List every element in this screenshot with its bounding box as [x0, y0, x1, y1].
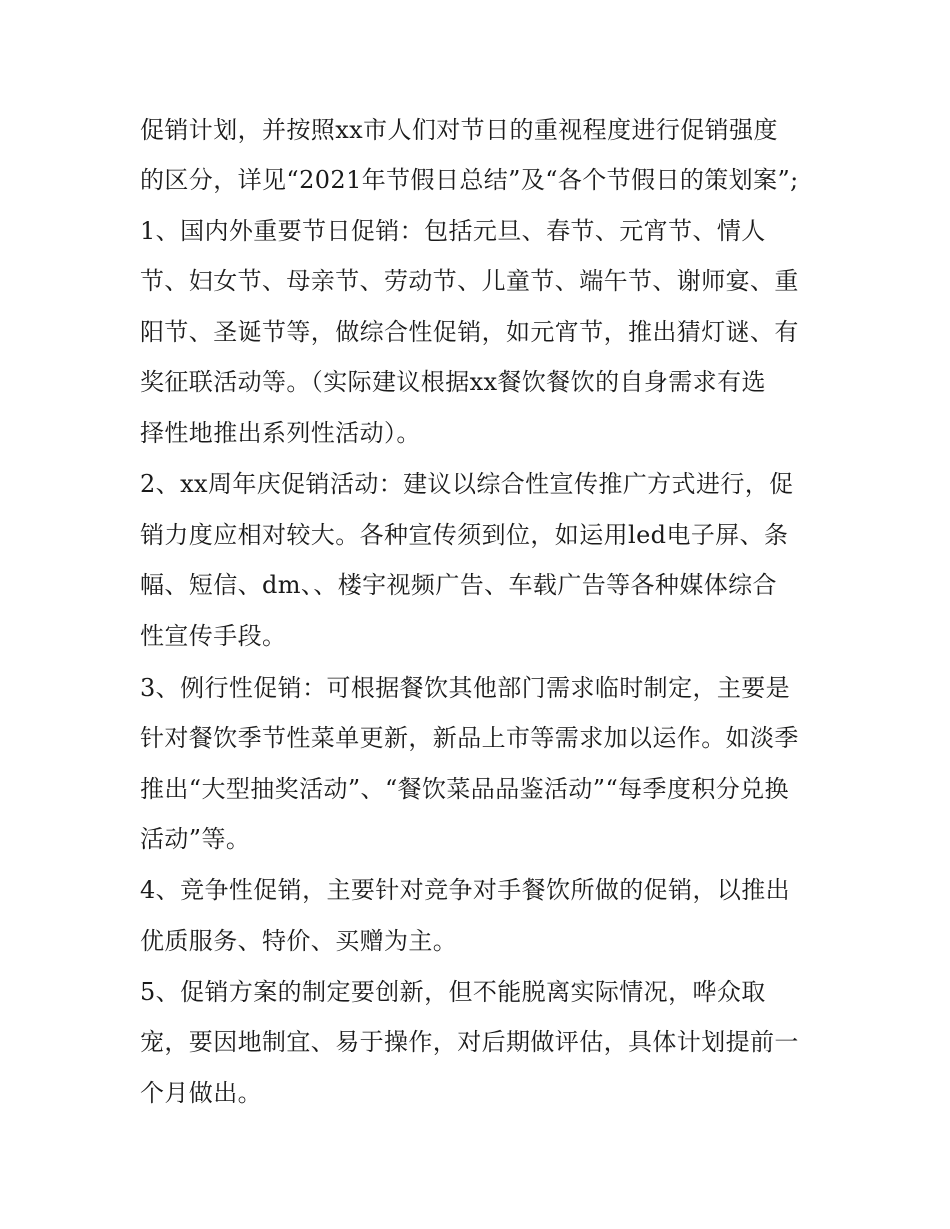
text-line: 性宣传手段。 — [140, 622, 287, 650]
text-line: 2、xx周年庆促销活动：建议以综合性宣传推广方式进行，促 — [140, 470, 794, 498]
text-line: 1、国内外重要节日促销：包括元旦、春节、元宵节、情人 — [140, 217, 766, 245]
text-line: 3、例行性促销：可根据餐饮其他部门需求临时制定，主要是 — [140, 674, 791, 702]
text-line: 奖征联活动等。（实际建议根据xx餐饮餐饮的自身需求有选 — [140, 368, 766, 396]
text-line: 针对餐饮季节性菜单更新，新品上市等需求加以运作。如淡季 — [140, 724, 799, 752]
text-line: 5、促销方案的制定要创新，但不能脱离实际情况，哗众取 — [140, 978, 766, 1006]
text-line: 阳节、圣诞节等，做综合性促销，如元宵节，推出猜灯谜、有 — [140, 318, 799, 346]
text-line: 个月做出。 — [140, 1079, 262, 1107]
text-line: 的区分，详见“2021年节假日总结”及“各个节假日的策划案”; — [140, 166, 799, 194]
text-line: 择性地推出系列性活动）。 — [140, 419, 421, 447]
text-line: 4、竞争性促销，主要针对竞争对手餐饮所做的促销，以推出 — [140, 876, 791, 904]
text-line: 幅、短信、dm、、楼宇视频广告、车载广告等各种媒体综合 — [140, 571, 777, 599]
text-line: 推出“大型抽奖活动”、“餐饮菜品品鉴活动”“每季度积分兑换 — [140, 775, 789, 803]
text-line: 促销计划，并按照xx市人们对节日的重视程度进行促销强度 — [140, 116, 778, 144]
text-line: 优质服务、特价、买赠为主。 — [140, 927, 458, 955]
text-line: 宠，要因地制宜、易于操作，对后期做评估，具体计划提前一 — [140, 1028, 799, 1056]
text-line: 销力度应相对较大。各种宣传须到位，如运用led电子屏、条 — [140, 521, 789, 549]
text-line: 活动”等。 — [140, 825, 251, 853]
text-line: 节、妇女节、母亲节、劳动节、儿童节、端午节、谢师宴、重 — [140, 267, 799, 295]
